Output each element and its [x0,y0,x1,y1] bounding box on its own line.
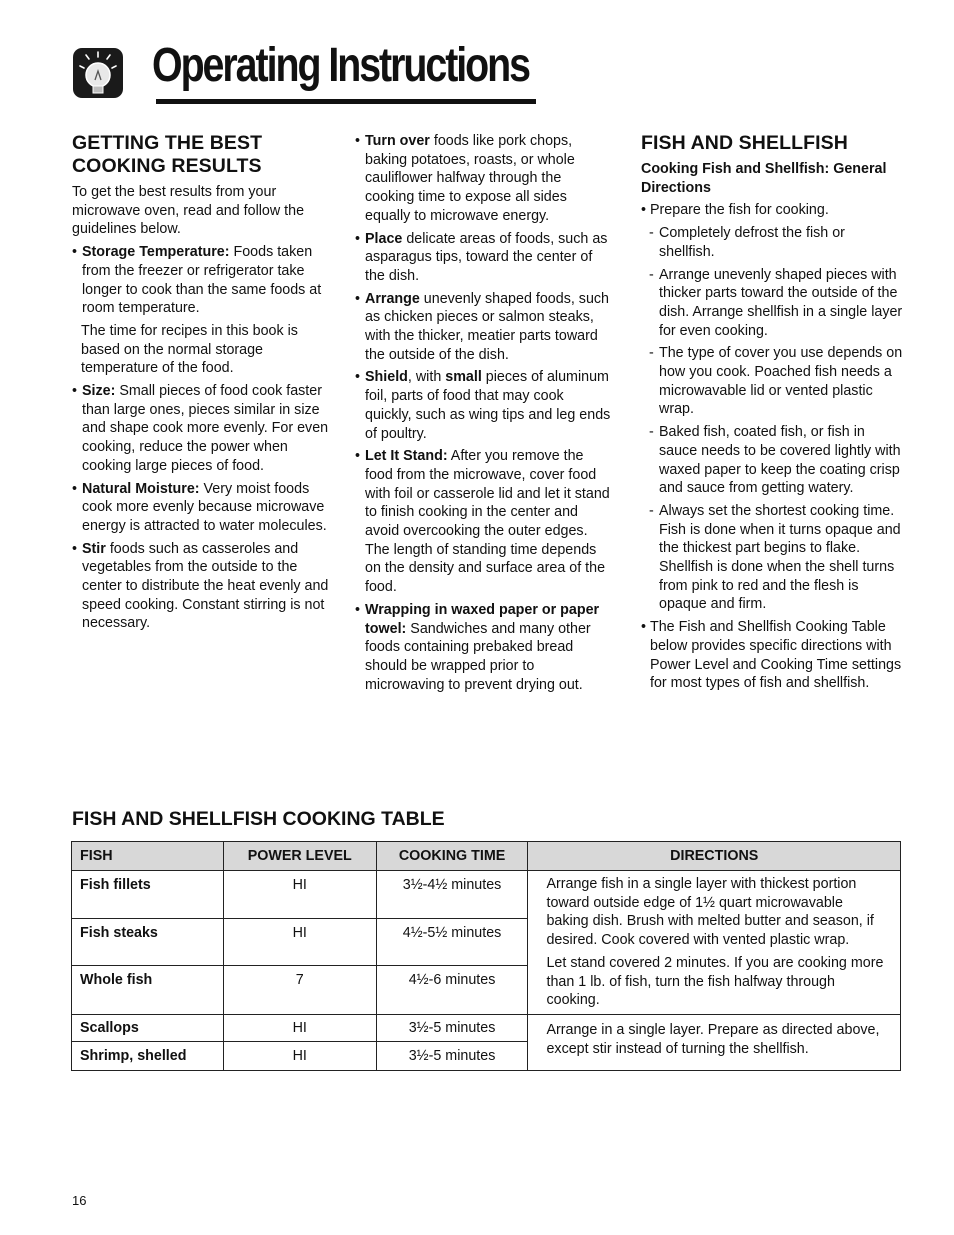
best-results-heading: GETTING THE BEST COOKING RESULTS [72,132,263,177]
fish-step: - Baked fish, coated fish, or fish in sauce needs to be covered lightly with waxed paper to keep the coating crisp and sauce from getting watery. [641,423,903,498]
directions-cell-shellfish [528,1015,901,1071]
column-header-fish: FISH [72,842,224,871]
tip-label: Size: [82,383,116,400]
column-best-results-1 [72,132,334,637]
tip-let-it-stand [355,447,613,597]
table-row [72,871,901,919]
tip-label: Arrange [365,290,420,307]
fish-step: - Always set the shortest cooking time. Fish is done when it turns opaque and the thickest part begins to flake. Shellfish is done when the shell turns from pink to red and the flesh is opaque and firm. [641,502,903,614]
table-row [72,1015,901,1042]
tip-text: unevenly shaped foods, such as chicken pieces or salmon steaks, with the thicker, meatier parts toward the outside of the dish. [365,290,609,363]
tip-text: foods such as casseroles and vegetables from the outside to the center to distribute the heat evenly and speed cooking. Constant stirring is not necessary. [82,540,329,632]
fish-cell: Fish steaks [72,919,224,966]
cooking-time-cell: 4½-6 minutes [376,966,528,1015]
tip-place [355,230,613,286]
column-best-results-2 [355,132,613,698]
directions-text: Let stand covered 2 minutes. If you are cooking more than 1 lb. of fish, turn the fish halfway through cooking. [546,954,884,1009]
cooking-table [71,841,901,1071]
tip-label: Storage Temperature: [82,244,230,261]
fish-table-note: • The Fish and Shellfish Cooking Table below provides specific directions with Power Level and Cooking Time settings for most types of fish and shellfish. [641,618,903,693]
fish-heading: FISH AND SHELLFISH [641,132,848,154]
column-header-power-level: POWER LEVEL [223,842,376,871]
tip-label: Stir [82,540,106,557]
tip-storage-note: The time for recipes in this book is based on the normal storage temperature of the food. [81,322,298,377]
column-header-directions: DIRECTIONS [528,842,901,871]
tip-label: Let It Stand: [365,448,448,465]
tip-shield [355,368,613,443]
tip-turn-over [355,132,613,226]
tip-label: Shield [365,369,408,386]
fish-cell: Whole fish [72,966,224,1015]
fish-cell: Shrimp, shelled [72,1042,224,1071]
fish-step: - Completely defrost the fish or shellfish. [641,224,903,261]
tip-label: Place [365,230,403,247]
cooking-time-cell: 3½-5 minutes [376,1042,528,1071]
best-results-intro: To get the best results from your microwave oven, read and follow the guidelines below. [72,184,305,238]
power-level-cell: HI [223,919,376,966]
tip-stir [72,540,334,634]
tip-text: delicate areas of foods, such as asparagus tips, toward the center of the dish. [365,230,608,284]
tip-label: Wrapping in waxed paper or paper towel: [365,601,600,637]
fish-step: - Arrange unevenly shaped pieces with thicker parts toward the outside of the dish. Arrange shellfish in a single layer for even cooking. [641,266,903,341]
fish-step: - The type of cover you use depends on how you cook. Poached fish needs a microwavable lid or vented plastic wrap. [641,344,903,419]
power-level-cell: HI [223,871,376,919]
fish-prepare: • Prepare the fish for cooking. [641,201,903,220]
column-header-cooking-time: COOKING TIME [376,842,528,871]
power-level-cell: 7 [223,966,376,1015]
column-fish [641,132,903,697]
page-title: Operating Instructions [152,39,529,92]
page-number: 16 [72,1193,87,1208]
cooking-table-title: FISH AND SHELLFISH COOKING TABLE [72,808,445,830]
tip-text: Small pieces of food cook faster than large ones, pieces similar in size and shape cook more evenly. For even cooking, reduce the power when cooking large pieces of food. [82,383,329,474]
lightbulb-icon [72,47,124,99]
power-level-cell: HI [223,1042,376,1071]
fish-cell: Fish fillets [72,871,224,919]
power-level-cell: HI [223,1015,376,1042]
directions-text: Arrange fish in a single layer with thickest portion toward outside edge of 1½ quart microwavable baking dish. Brush with melted butter and season, if desired. Cook covered with vented plastic wrap. [546,876,874,949]
tip-label: Natural Moisture: [82,480,200,497]
tip-label: Turn over [365,133,430,149]
tip-text: Foods taken from the freezer or refrigerator take longer to cook than the same foods at room temperature. [82,244,322,317]
tip-text: After you remove the food from the microwave, cover food with foil or casserole lid and let it stand to finish cooking in the center and avoid overcooking the outer edges. The length of standing time depends on the density and surface area of the food. [365,448,610,596]
cooking-time-cell: 4½-5½ minutes [376,919,528,966]
tip-text: pieces of aluminum foil, parts of food that may cook quickly, such as wing tips and leg ends of poultry. [365,369,611,442]
cooking-time-cell: 3½-5 minutes [376,1015,528,1042]
fish-subheading: Cooking Fish and Shellfish: General Directions [641,161,887,196]
tip-wrapping [355,601,613,695]
tip-text: Sandwiches and many other foods containing prebaked bread should be wrapped prior to microwaving to prevent drying out. [365,620,591,693]
title-underline [156,99,536,104]
directions-cell-fish [528,871,901,1015]
tip-text: foods like pork chops, baking potatoes, roasts, or whole cauliflower halfway through the cooking time to expose all sides equally to microwave energy. [365,133,575,224]
tip-storage-temperature [72,243,334,318]
tip-size [72,382,334,476]
tip-text: , with [407,369,446,386]
tip-label: small [445,369,482,386]
tip-arrange [355,290,613,365]
fish-cell: Scallops [72,1015,224,1042]
cooking-time-cell: 3½-4½ minutes [376,871,528,919]
table-header-row [72,842,901,871]
directions-text: Arrange in a single layer. Prepare as directed above, except stir instead of turning the shellfish. [546,1022,880,1057]
tip-text: Very moist foods cook more evenly because microwave energy is attracted to water molecules. [82,480,327,534]
tip-natural-moisture [72,480,334,536]
